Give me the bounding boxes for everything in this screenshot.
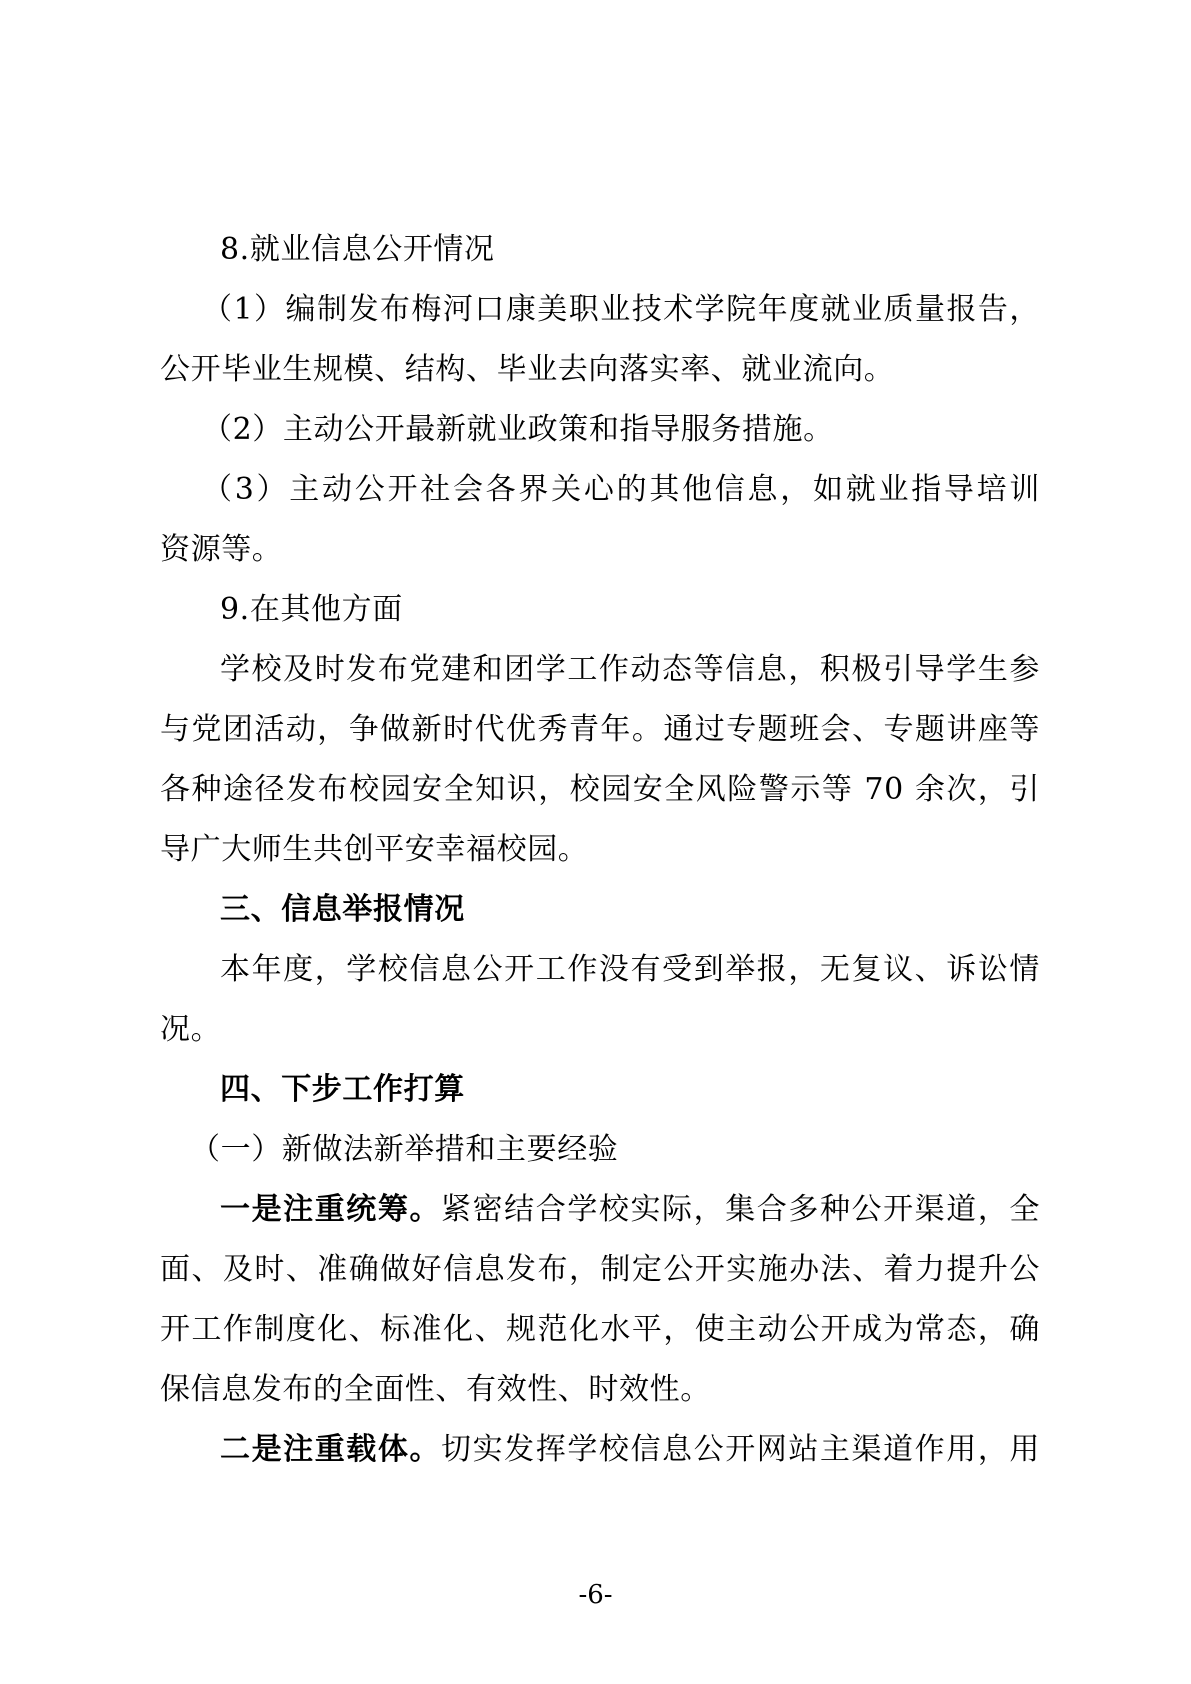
- point-2-line-1: [160, 1420, 1040, 1480]
- point-2-lead: 二是注重载体。: [220, 1432, 442, 1467]
- employment-item-2: （2）主动公开最新就业政策和指导服务措施。: [202, 412, 834, 447]
- other-paragraph-line-3: 各种途径发布校园安全知识，校园安全风险警示等 70 余次，引: [160, 772, 1040, 807]
- point-1-line-3: 开工作制度化、标准化、规范化水平，使主动公开成为常态，确: [160, 1312, 1040, 1347]
- reports-paragraph-line-1: 本年度，学校信息公开工作没有受到举报，无复议、诉讼情: [220, 952, 1040, 987]
- subheading-new-practices: （一）新做法新举措和主要经验: [190, 1132, 619, 1167]
- section-heading-employment: 8.就业信息公开情况: [220, 232, 495, 267]
- employment-item-3-line-2: 资源等。: [160, 532, 283, 567]
- point-2-line-1-text: 切实发挥学校信息公开网站主渠道作用，用: [441, 1432, 1040, 1467]
- other-paragraph-line-1: 学校及时发布党建和团学工作动态等信息，积极引导学生参: [220, 652, 1040, 687]
- point-1-lead: 一是注重统筹。: [220, 1192, 442, 1227]
- document-body: [160, 220, 1040, 1480]
- section-heading-other: 9.在其他方面: [220, 592, 403, 627]
- point-1-line-2: 面、及时、准确做好信息发布，制定公开实施办法、着力提升公: [160, 1252, 1040, 1287]
- section-heading-next-steps: 四、下步工作打算: [220, 1072, 465, 1107]
- point-1-line-1: [160, 1180, 1040, 1240]
- employment-item-1-line-2: 公开毕业生规模、结构、毕业去向落实率、就业流向。: [160, 352, 895, 387]
- point-1-line-4: 保信息发布的全面性、有效性、时效性。: [160, 1372, 711, 1407]
- point-1-line-1-text: 紧密结合学校实际，集合多种公开渠道，全: [441, 1192, 1040, 1227]
- employment-item-1-line-1: （1）编制发布梅河口康美职业技术学院年度就业质量报告，: [202, 292, 1040, 327]
- page-number: -6-: [578, 1580, 613, 1610]
- other-paragraph-line-2: 与党团活动，争做新时代优秀青年。通过专题班会、专题讲座等: [160, 712, 1040, 747]
- employment-item-3-line-1: （3）主动公开社会各界关心的其他信息，如就业指导培训: [202, 472, 1040, 507]
- section-heading-reports: 三、信息举报情况: [220, 892, 465, 927]
- reports-paragraph-line-2: 况。: [160, 1012, 222, 1047]
- other-paragraph-line-4: 导广大师生共创平安幸福校园。: [160, 832, 589, 867]
